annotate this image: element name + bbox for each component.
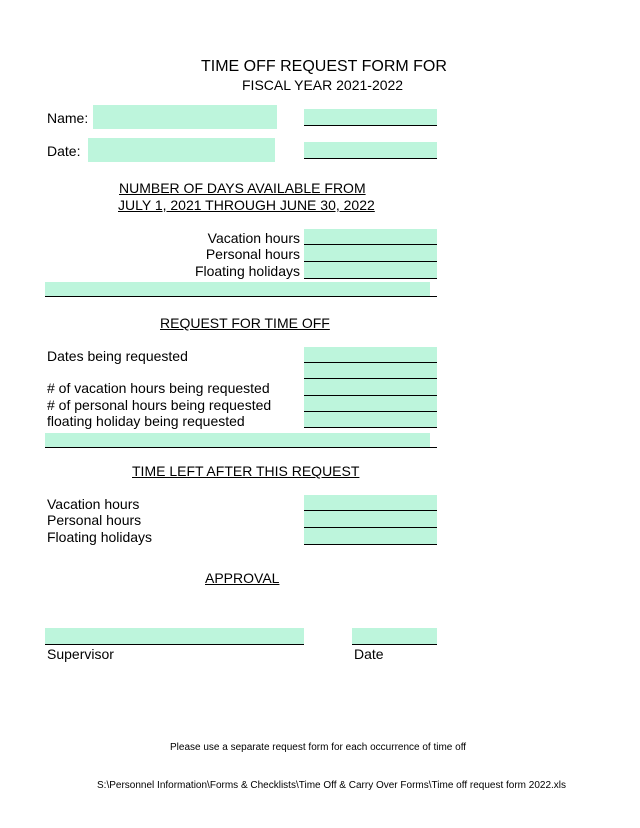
remaining-vacation-label: Vacation hours xyxy=(47,496,140,512)
request-heading: REQUEST FOR TIME OFF xyxy=(160,315,330,331)
available-heading-line1: NUMBER OF DAYS AVAILABLE FROM xyxy=(119,180,366,196)
remaining-personal-field[interactable] xyxy=(304,511,437,528)
remaining-floating-label: Floating holidays xyxy=(47,529,153,545)
available-personal-field[interactable] xyxy=(304,245,437,262)
remaining-heading: TIME LEFT AFTER THIS REQUEST xyxy=(132,463,360,479)
approval-heading: APPROVAL xyxy=(205,570,280,586)
personal-requested-field[interactable] xyxy=(304,396,437,412)
available-personal-label: Personal hours xyxy=(205,246,300,262)
name-label: Name: xyxy=(47,110,89,126)
supervisor-signature-field[interactable] xyxy=(45,628,304,645)
request-notes-field[interactable] xyxy=(45,433,430,447)
floating-requested-field[interactable] xyxy=(304,412,437,428)
floating-requested-label: floating holiday being requested xyxy=(47,413,245,429)
remaining-personal-label: Personal hours xyxy=(47,512,142,528)
date-extra-field[interactable] xyxy=(304,142,437,159)
approval-date-field[interactable] xyxy=(352,628,437,645)
dates-requested-label: Dates being requested xyxy=(47,348,188,364)
available-floating-label: Floating holidays xyxy=(194,263,300,279)
personal-requested-label: # of personal hours being requested xyxy=(47,397,272,413)
form-subtitle: FISCAL YEAR 2021-2022 xyxy=(242,77,404,93)
supervisor-label: Supervisor xyxy=(47,646,114,662)
name-input[interactable] xyxy=(93,105,277,129)
file-path: S:\Personnel Information\Forms & Checklists\Time Off & Carry Over Forms\Time off request form 2022.xls xyxy=(97,780,567,791)
footer-note: Please use a separate request form for each occurrence of time off xyxy=(170,742,467,753)
available-heading-line2: JULY 1, 2021 THROUGH JUNE 30, 2022 xyxy=(118,197,375,213)
available-vacation-label: Vacation hours xyxy=(207,230,300,246)
section-divider xyxy=(45,296,437,297)
vacation-requested-field[interactable] xyxy=(304,379,437,396)
form-title: TIME OFF REQUEST FORM FOR xyxy=(201,58,447,75)
name-extra-field[interactable] xyxy=(304,109,437,126)
vacation-requested-label: # of vacation hours being requested xyxy=(47,380,270,396)
date-input[interactable] xyxy=(88,138,275,162)
available-notes-field[interactable] xyxy=(45,282,430,296)
dates-requested-field[interactable] xyxy=(304,347,437,363)
available-vacation-field[interactable] xyxy=(304,229,437,245)
remaining-vacation-field[interactable] xyxy=(304,495,437,511)
dates-requested-field-2[interactable] xyxy=(304,363,437,379)
available-floating-field[interactable] xyxy=(304,262,437,279)
date-label: Date: xyxy=(47,143,81,159)
remaining-floating-field[interactable] xyxy=(304,528,437,545)
section-divider xyxy=(45,447,437,448)
approval-date-label: Date xyxy=(354,646,384,662)
